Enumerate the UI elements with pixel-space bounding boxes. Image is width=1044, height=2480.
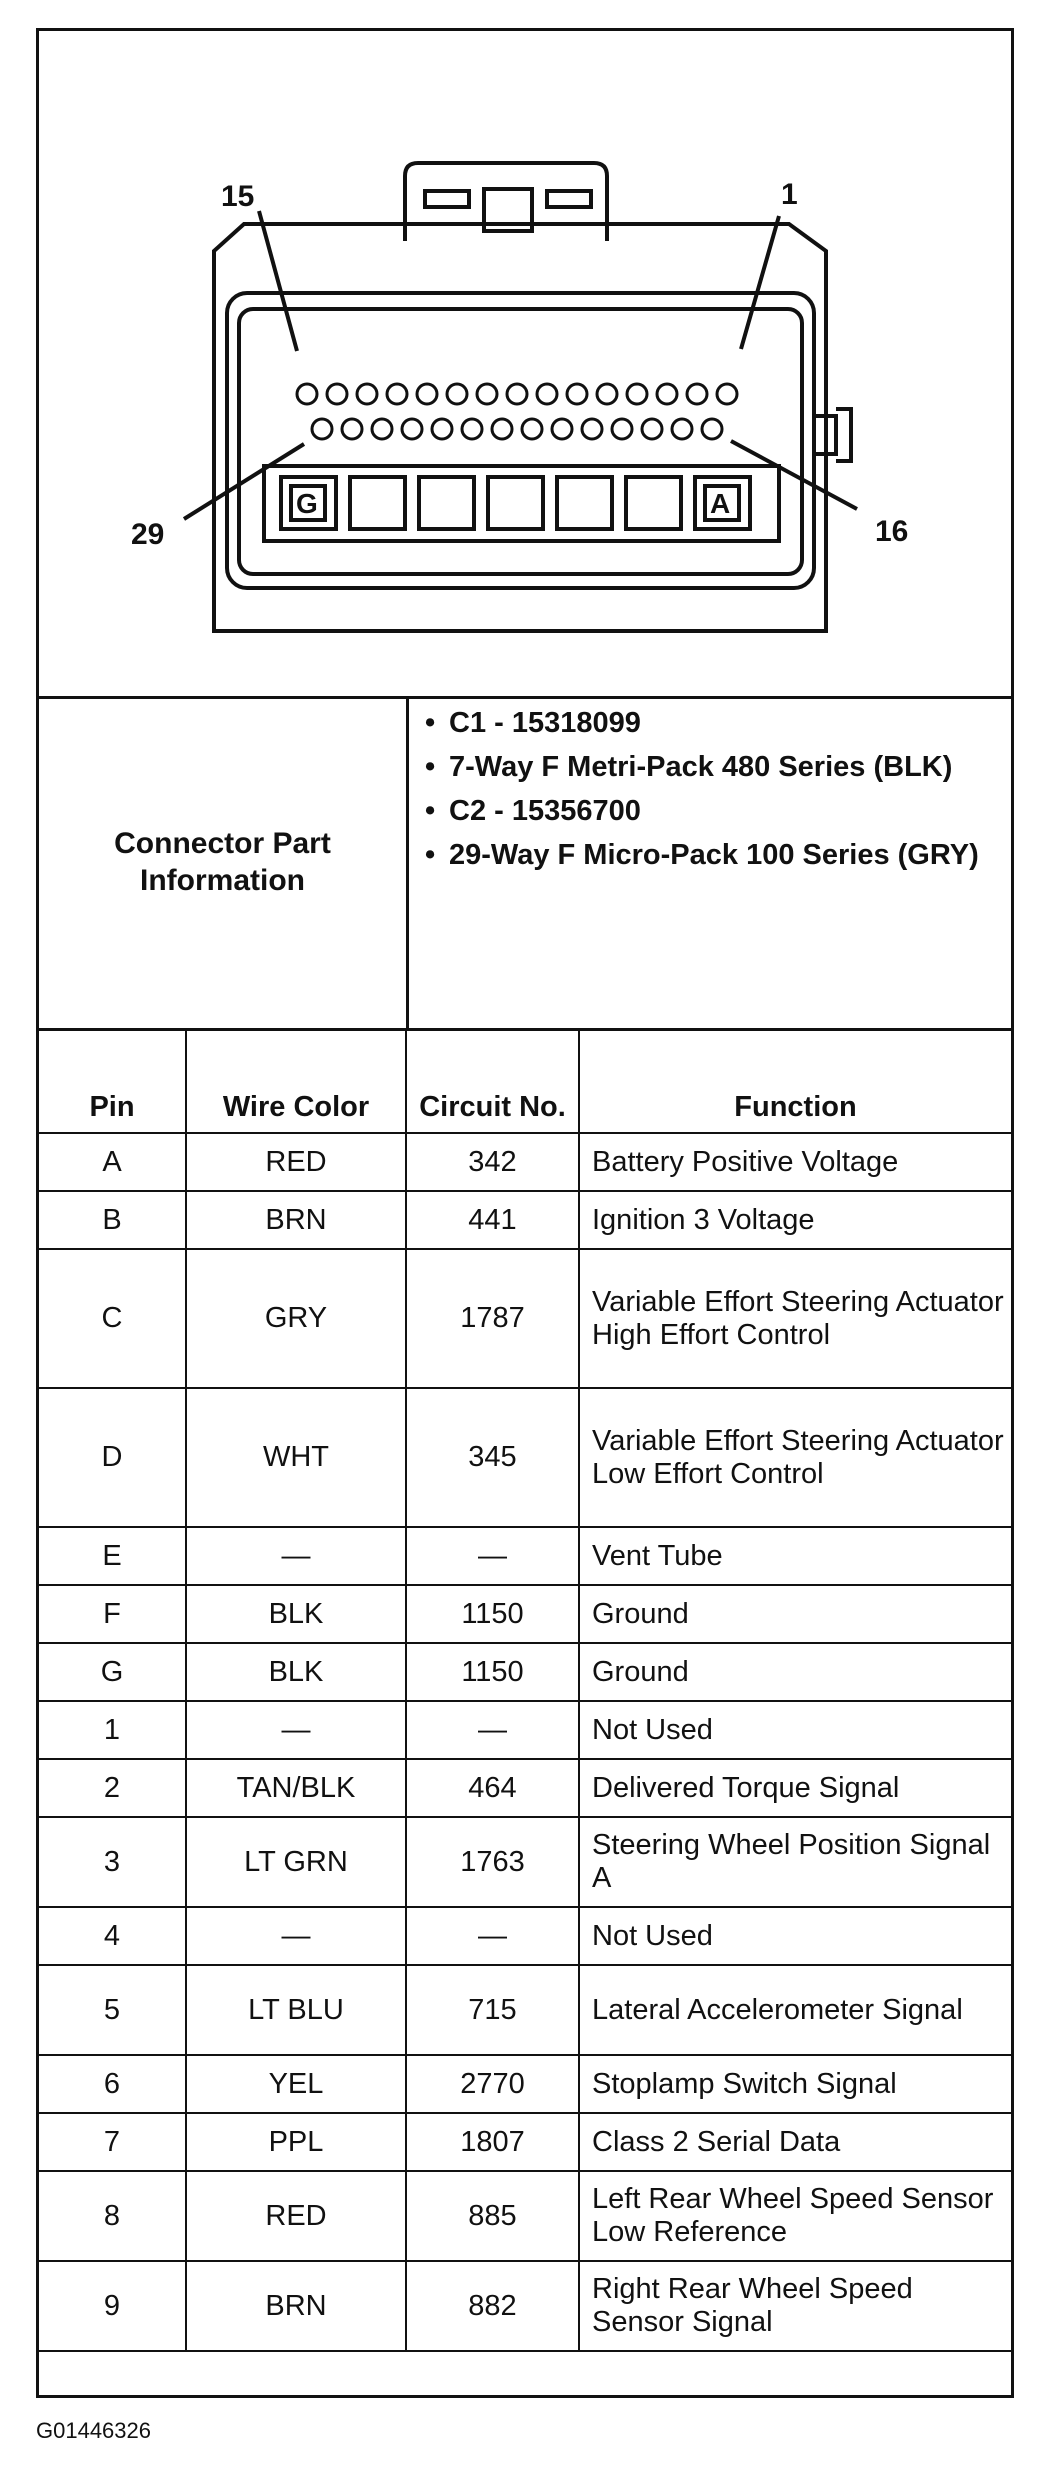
table-row xyxy=(39,1388,1011,1527)
wire-color-cell: BLK xyxy=(186,1643,406,1701)
wire-color-cell: BRN xyxy=(186,1191,406,1249)
function-cell: Ground xyxy=(579,1643,1011,1701)
wire-color-cell: WHT xyxy=(186,1388,406,1527)
wire-color-cell: — xyxy=(186,1527,406,1585)
table-row xyxy=(39,1249,1011,1388)
pin-hole xyxy=(582,419,602,439)
header-circuit: Circuit No. xyxy=(406,1028,579,1133)
pin-hole xyxy=(657,384,677,404)
function-cell: Battery Positive Voltage xyxy=(579,1133,1011,1191)
connector-info-label: Connector Part Information xyxy=(114,827,331,897)
wire-color-cell: — xyxy=(186,1701,406,1759)
function-cell: Lateral Accelerometer Signal xyxy=(579,1965,1011,2055)
pin-hole xyxy=(702,419,722,439)
pin-hole xyxy=(357,384,377,404)
pinout-table xyxy=(39,1028,1011,2352)
pin-cell: G xyxy=(39,1643,186,1701)
connector-info-section xyxy=(39,696,1011,1031)
header-wire-color: Wire Color xyxy=(186,1028,406,1133)
pin-cell: 4 xyxy=(39,1907,186,1965)
pin-hole xyxy=(402,419,422,439)
pin-cell: D xyxy=(39,1388,186,1527)
circuit-cell: — xyxy=(406,1701,579,1759)
function-cell: Right Rear Wheel Speed Sensor Signal xyxy=(579,2261,1011,2351)
connector-info-item: • C1 - 15318099 xyxy=(409,706,999,740)
table-row xyxy=(39,2261,1011,2351)
pin-cell: A xyxy=(39,1133,186,1191)
circuit-cell: 345 xyxy=(406,1388,579,1527)
connector-info-item: • C2 - 15356700 xyxy=(409,794,999,828)
function-cell: Variable Effort Steering Actuator Low Effort Control xyxy=(579,1388,1011,1527)
pin-cell: 1 xyxy=(39,1701,186,1759)
table-row xyxy=(39,1191,1011,1249)
pin-cell: 3 xyxy=(39,1817,186,1907)
circuit-cell: — xyxy=(406,1527,579,1585)
pin-hole xyxy=(477,384,497,404)
circuit-cell: 882 xyxy=(406,2261,579,2351)
header-function: Function xyxy=(579,1028,1011,1133)
wire-color-cell: GRY xyxy=(186,1249,406,1388)
pin-hole xyxy=(342,419,362,439)
function-cell: Class 2 Serial Data xyxy=(579,2113,1011,2171)
function-cell: Vent Tube xyxy=(579,1527,1011,1585)
wire-color-cell: PPL xyxy=(186,2113,406,2171)
table-row xyxy=(39,1133,1011,1191)
pin-label-29: 29 xyxy=(131,518,165,551)
pin-label-1: 1 xyxy=(781,178,798,211)
function-cell: Variable Effort Steering Actuator High Effort Control xyxy=(579,1249,1011,1388)
pin-cell: B xyxy=(39,1191,186,1249)
table-row xyxy=(39,2171,1011,2261)
function-cell: Delivered Torque Signal xyxy=(579,1759,1011,1817)
circuit-cell: 1763 xyxy=(406,1817,579,1907)
connector-info-list xyxy=(409,706,999,882)
connector-diagram xyxy=(39,31,1011,699)
figure-id: G01446326 xyxy=(36,2418,151,2443)
pin-cell: 5 xyxy=(39,1965,186,2055)
table-row xyxy=(39,1759,1011,1817)
circuit-cell: 1807 xyxy=(406,2113,579,2171)
pin-label-16: 16 xyxy=(875,515,909,548)
wire-color-cell: RED xyxy=(186,2171,406,2261)
pin-hole xyxy=(717,384,737,404)
pin-cell: 8 xyxy=(39,2171,186,2261)
connector-info-item: • 7-Way F Metri-Pack 480 Series (BLK) xyxy=(409,750,999,784)
wire-color-cell: BRN xyxy=(186,2261,406,2351)
pin-hole xyxy=(642,419,662,439)
pin-cell: 9 xyxy=(39,2261,186,2351)
pin-hole xyxy=(312,419,332,439)
pin-cell: E xyxy=(39,1527,186,1585)
pin-hole xyxy=(462,419,482,439)
pin-hole xyxy=(612,419,632,439)
pin-hole xyxy=(492,419,512,439)
table-row xyxy=(39,1817,1011,1907)
pin-hole xyxy=(627,384,647,404)
pin-hole xyxy=(447,384,467,404)
pin-label-15: 15 xyxy=(221,180,255,213)
table-row xyxy=(39,2113,1011,2171)
pin-hole xyxy=(672,419,692,439)
cavity-label-g: G xyxy=(296,488,318,519)
function-cell: Ignition 3 Voltage xyxy=(579,1191,1011,1249)
pin-hole xyxy=(537,384,557,404)
function-cell: Not Used xyxy=(579,1701,1011,1759)
circuit-cell: 715 xyxy=(406,1965,579,2055)
wire-color-cell: YEL xyxy=(186,2055,406,2113)
pin-hole xyxy=(522,419,542,439)
pin-hole xyxy=(552,419,572,439)
circuit-cell: 1150 xyxy=(406,1643,579,1701)
table-row xyxy=(39,1701,1011,1759)
circuit-cell: 342 xyxy=(406,1133,579,1191)
wire-color-cell: BLK xyxy=(186,1585,406,1643)
pin-hole xyxy=(327,384,347,404)
pin-hole xyxy=(372,419,392,439)
table-row xyxy=(39,1585,1011,1643)
function-cell: Not Used xyxy=(579,1907,1011,1965)
function-cell: Ground xyxy=(579,1585,1011,1643)
pin-hole xyxy=(687,384,707,404)
function-cell: Stoplamp Switch Signal xyxy=(579,2055,1011,2113)
pin-hole xyxy=(567,384,587,404)
function-cell: Left Rear Wheel Speed Sensor Low Reference xyxy=(579,2171,1011,2261)
pin-cell: C xyxy=(39,1249,186,1388)
wire-color-cell: LT BLU xyxy=(186,1965,406,2055)
function-cell: Steering Wheel Position Signal A xyxy=(579,1817,1011,1907)
pin-cell: 6 xyxy=(39,2055,186,2113)
pin-hole xyxy=(417,384,437,404)
pin-hole xyxy=(432,419,452,439)
pin-cell: 7 xyxy=(39,2113,186,2171)
circuit-cell: 464 xyxy=(406,1759,579,1817)
wire-color-cell: RED xyxy=(186,1133,406,1191)
table-row xyxy=(39,1643,1011,1701)
pin-cell: 2 xyxy=(39,1759,186,1817)
pin-cell: F xyxy=(39,1585,186,1643)
circuit-cell: 441 xyxy=(406,1191,579,1249)
wire-color-cell: TAN/BLK xyxy=(186,1759,406,1817)
circuit-cell: — xyxy=(406,1907,579,1965)
connector-info-item: • 29-Way F Micro-Pack 100 Series (GRY) xyxy=(409,838,999,872)
pin-hole xyxy=(297,384,317,404)
cavity-label-a: A xyxy=(710,488,731,519)
pin-hole xyxy=(597,384,617,404)
pin-hole xyxy=(507,384,527,404)
table-row xyxy=(39,2055,1011,2113)
connector-frame xyxy=(36,28,1014,2398)
pin-rows xyxy=(297,384,737,439)
wire-color-cell: LT GRN xyxy=(186,1817,406,1907)
table-row xyxy=(39,1527,1011,1585)
table-row xyxy=(39,1907,1011,1965)
wire-color-cell: — xyxy=(186,1907,406,1965)
circuit-cell: 885 xyxy=(406,2171,579,2261)
circuit-cell: 2770 xyxy=(406,2055,579,2113)
circuit-cell: 1150 xyxy=(406,1585,579,1643)
header-pin: Pin xyxy=(39,1028,186,1133)
pin-hole xyxy=(387,384,407,404)
connector-info-label-cell xyxy=(39,696,409,1028)
connector-drawing xyxy=(39,31,1011,696)
circuit-cell: 1787 xyxy=(406,1249,579,1388)
table-row xyxy=(39,1965,1011,2055)
